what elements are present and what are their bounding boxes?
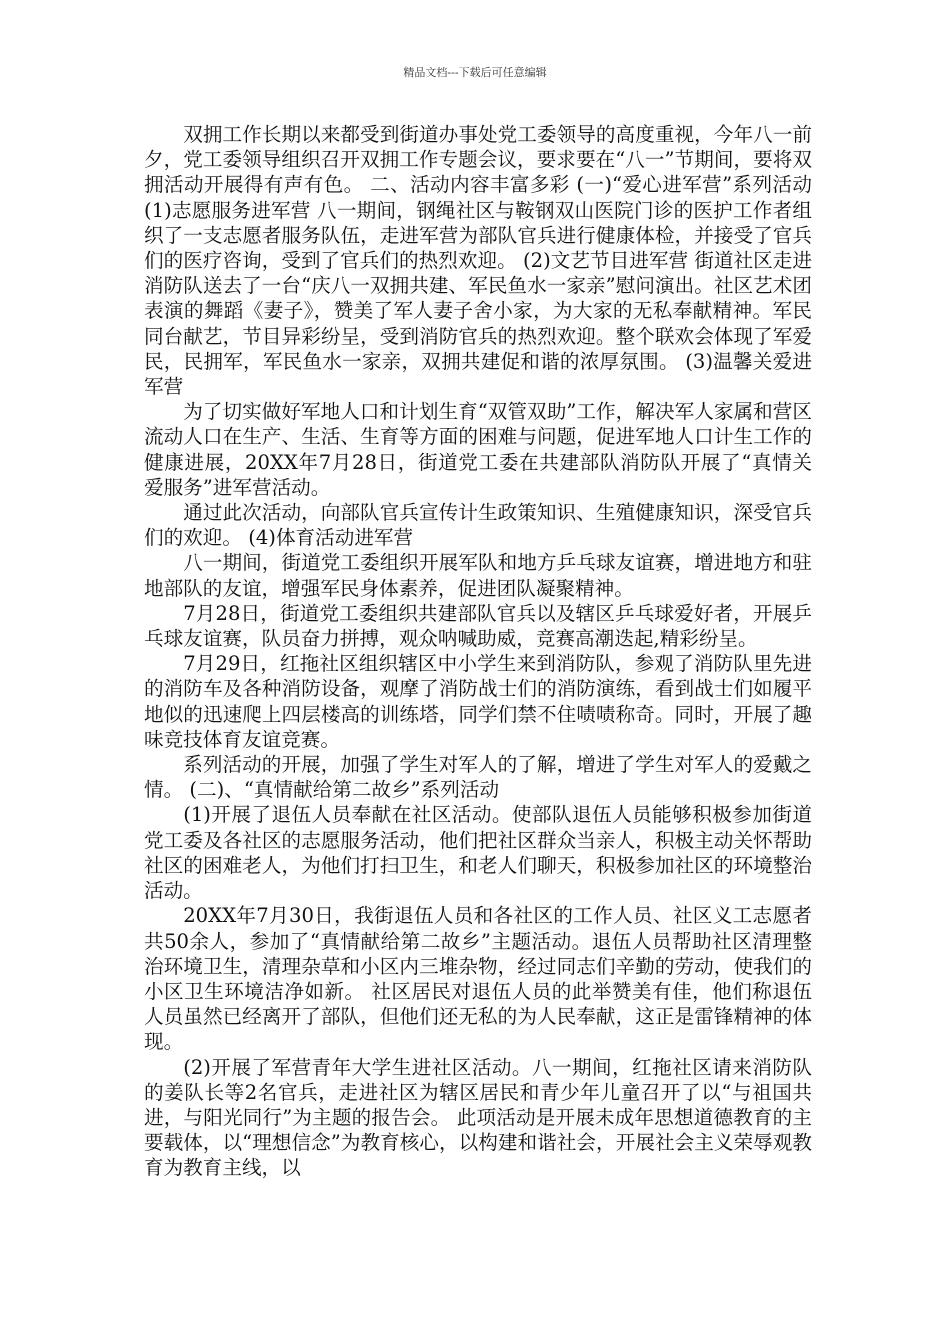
document-body <box>144 122 812 1181</box>
paragraph: (1)开展了退伍人员奉献在社区活动。使部队退伍人员能够积极参加街道党工委及各社区的志愿服务活动，他们把社区群众当亲人，积极主动关怀帮助社区的困难老人，为他们打扫卫生，和老人们聊天，积极参加社区的环境整治活动。 <box>144 803 812 903</box>
paragraph: 通过此次活动，向部队官兵宣传计生政策知识、生殖健康知识，深受官兵们的欢迎。 (4)体育活动进军营 <box>144 501 812 550</box>
paragraph: 7月29日，红拖社区组织辖区中小学生来到消防队，参观了消防队里先进的消防车及各种消防设备，观摩了消防战士们的消防演练，看到战士们如履平地似的迅速爬上四层楼高的训练塔，同学们禁不住啧啧称奇。同时，开展了趣味竞技体育友谊竞赛。 <box>144 652 812 751</box>
paragraph: 20XX年7月30日，我街退伍人员和各社区的工作人员、社区义工志愿者共50余人，参加了“真情献给第二故乡”主题活动。退伍人员帮助社区清理整治环境卫生，清理杂草和小区内三堆杂物，经过同志们辛勤的劳动，使我们的小区卫生环境洁净如新。 社区居民对退伍人员的此举赞美有佳，他们称退伍人员虽然已经离开了部队，但他们还无私的为人民奉献，这正是雷锋精神的体现。 <box>144 904 812 1054</box>
paragraph: 双拥工作长期以来都受到街道办事处党工委领导的高度重视，今年八一前夕，党工委领导组织召开双拥工作专题会议，要求要在“八一”节期间，要将双拥活动开展得有声有色。 二、活动内容丰富多彩 (一)“爱心进军营”系列活动 (1)志愿服务进军营 八一期间，钢绳社区与鞍钢双山医院门诊的医护工作者组织了一支志愿者服务队伍，走进军营为部队官兵进行健康体检，并接受了官兵们的医疗咨询，受到了官兵们的热烈欢迎。 (2)文艺节目进军营 街道社区走进消防队送去了一台“庆八一双拥共建、军民鱼水一家亲”慰问演出。社区艺术团表演的舞蹈《妻子》，赞美了军人妻子舍小家，为大家的无私奉献精神。军民同台献艺，节目异彩纷呈，受到消防官兵的热烈欢迎。整个联欢会体现了军爱民，民拥军，军民鱼水一家亲，双拥共建促和谐的浓厚氛围。 (3)温馨关爱进军营 <box>144 123 812 399</box>
paragraph: 7月28日，街道党工委组织共建部队官兵以及辖区乒乓球爱好者，开展乒乓球友谊赛，队员奋力拼搏，观众呐喊助威，竞赛高潮迭起,精彩纷呈。 <box>144 601 812 651</box>
page-header: 精品文档---下载后可任意编辑 <box>403 66 547 79</box>
paragraph: 系列活动的开展，加强了学生对军人的了解，增进了学生对军人的爱戴之情。 (二)、“真情献给第二故乡”系列活动 <box>144 753 812 802</box>
paragraph: 为了切实做好军地人口和计划生育“双管双助”工作，解决军人家属和营区流动人口在生产、生活、生育等方面的困难与问题，促进军地人口计生工作的健康进展，20XX年7月28日，街道党工委在共建部队消防队开展了“真情关爱服务”进军营活动。 <box>144 400 812 499</box>
paragraph: (2)开展了军营青年大学生进社区活动。八一期间，红拖社区请来消防队的姜队长等2名官兵，走进社区为辖区居民和青少年儿童召开了以“与祖国共进，与阳光同行”为主题的报告会。 此项活动是开展未成年思想道德教育的主要载体，以“理想信念”为教育核心，以构建和谐社会，开展社会主义荣辱观教育为教育主线，以 <box>144 1055 812 1180</box>
paragraph: 八一期间，街道党工委组织开展军队和地方乒乓球友谊赛，增进地方和驻地部队的友谊，增强军民身体素养，促进团队凝聚精神。 <box>144 551 812 600</box>
